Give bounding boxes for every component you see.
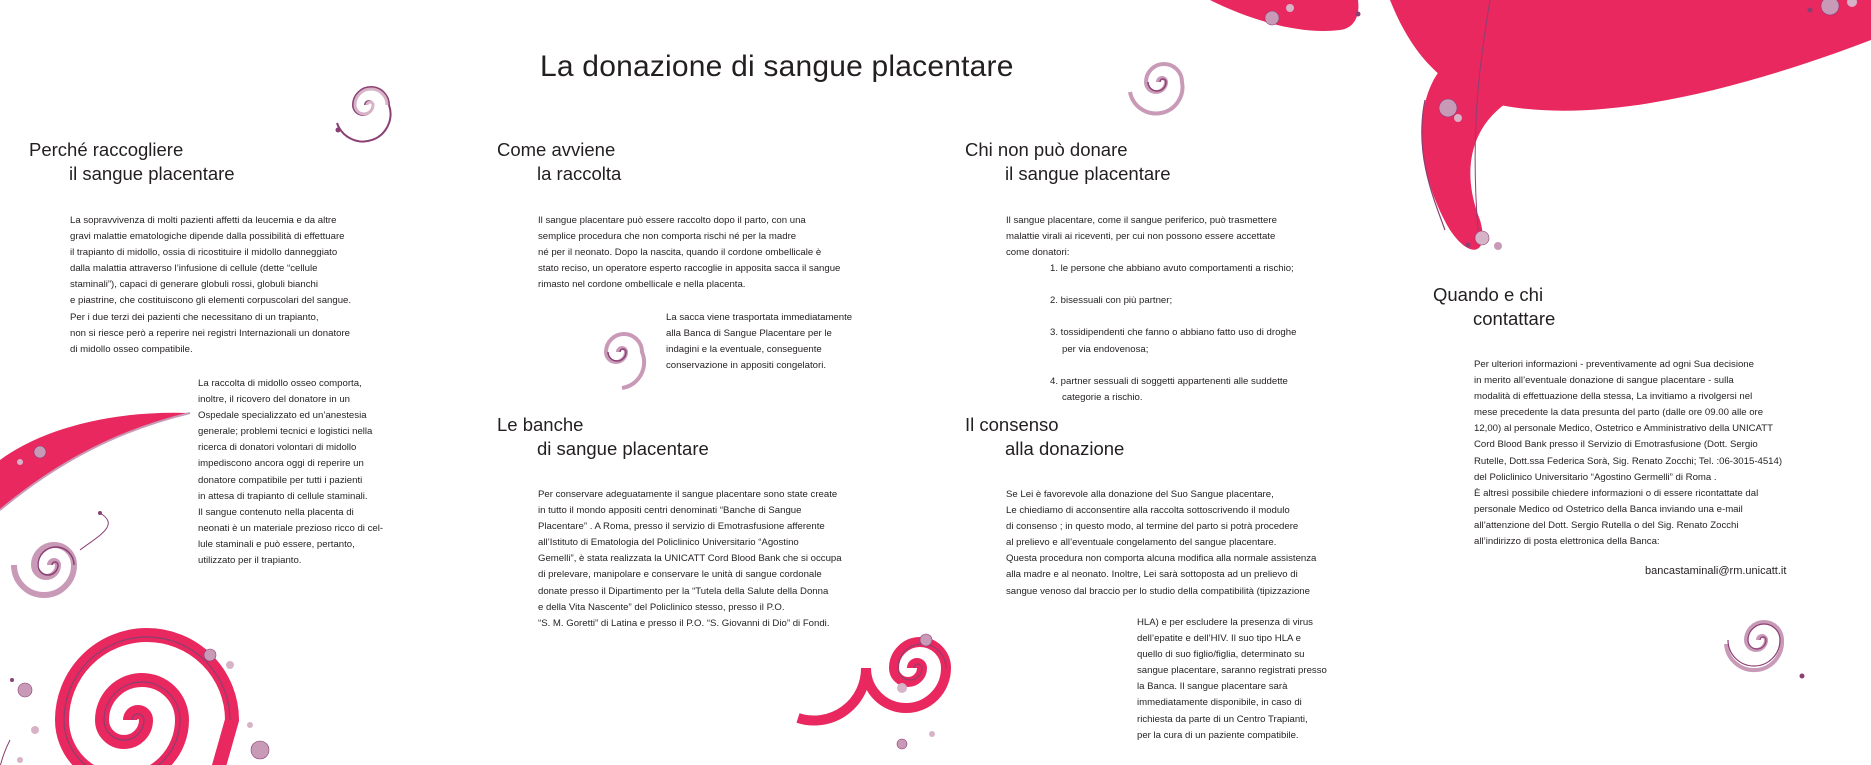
text-line: non si riesce però a reperire nei registri Internazionali un donatore (70, 327, 350, 339)
text-line: generale; problemi tecnici e logistici nella (198, 426, 373, 438)
text-line: Per ulteriori informazioni - preventivamente ad ogni Sua decisione (1474, 359, 1754, 370)
spiral-small-graphic (1130, 64, 1182, 113)
text-line: Questa procedura non comporta alcuna modifica alla normale assistenza (1006, 553, 1317, 565)
text-line: “S. M. Goretti” di Latina e presso il P.O. “S. Giovanni di Dio” di Fondi. (538, 617, 830, 629)
text-line: ricerca di donatori volontari di midollo (198, 442, 357, 454)
text-come-sacca (666, 310, 852, 374)
heading-line: la raccolta (537, 163, 622, 184)
text-line: alla madre e al neonato. Inoltre, Lei sarà sottoposta ad un prelievo di (1006, 569, 1298, 581)
heading-consenso (965, 413, 1124, 461)
text-quando (1474, 357, 1782, 550)
text-line: donate presso il Dipartimento per la “Tutela della Salute della Donna (538, 585, 829, 597)
heading-line: Il consenso (965, 414, 1059, 435)
text-line: come donatori: (1006, 247, 1070, 259)
text-line: È altresì possibile chiedere informazioni o di essere ricontattate dal (1474, 487, 1759, 499)
heading-line: Come avviene (497, 139, 616, 160)
text-line: alla Banca di Sangue Placentare per le (666, 328, 832, 340)
text-banche (538, 487, 842, 632)
text-line: immediatamente disponibile, in caso di (1137, 697, 1302, 709)
text-line: al prelievo e all’eventuale congelamento del sangue placentare. (1006, 537, 1277, 549)
text-line: stato reciso, un operatore esperto raccoglie in apposita sacca il sangue (538, 263, 841, 275)
text-line: né per il neonato. Dopo la nascita, quando il cordone ombellicale è (538, 247, 822, 259)
text-line: sangue placentare, saranno registrati presso (1137, 665, 1327, 677)
text-line: neonati è un materiale prezioso ricco di cel- (198, 522, 384, 534)
text-line: modalità di effettuazione della stessa, La invitiamo a rivolgersi nel (1474, 391, 1753, 403)
top-middle-ribbon-graphic (1210, 0, 1361, 31)
text-line: Il sangue placentare, come il sangue periferico, può trasmettere (1006, 215, 1277, 226)
heading-quando (1433, 283, 1555, 331)
text-line: Il sangue placentare può essere raccolto dopo il parto, con una (538, 215, 806, 226)
top-right-ribbon-graphic (1390, 0, 1871, 250)
heading-line: Quando e chi (1433, 284, 1544, 305)
text-line: e della Vita Nascente” del Policlinico stesso, presso il P.O. (538, 601, 785, 613)
heading-line: di sangue placentare (537, 438, 709, 459)
heading-perche (29, 138, 235, 186)
heading-banche (497, 413, 709, 461)
text-line: La raccolta di midollo osseo comporta, (198, 378, 362, 389)
text-line: rimasto nel cordone ombellicale e nella placenta. (538, 279, 746, 291)
text-line: staminali”), capaci di generare globuli rossi, globuli bianchi (70, 279, 318, 291)
text-line: all’attenzione del Dott. Sergio Rutella o del Sig. Renato Zocchi (1474, 519, 1739, 531)
text-line: 12,00) al personale Medico, Ostetrico e Amministrativo della UNICATT (1474, 423, 1773, 435)
text-line: dell’epatite e dell’HIV. Il suo tipo HLA e (1137, 633, 1301, 645)
list-item: 3. tossidipendenti che fanno o abbiano fatto uso di droghe (1050, 327, 1297, 339)
spiral-small-graphic (1726, 622, 1805, 679)
heading-line: Le banche (497, 414, 584, 435)
spiral-small-graphic (606, 334, 644, 388)
text-line: Per i due terzi dei pazienti che necessitano di un trapianto, (70, 311, 319, 323)
text-line: indagini e la eventuale, conseguente (666, 344, 822, 356)
contact-email-link[interactable]: bancastaminali@rm.unicatt.it (1645, 565, 1787, 577)
text-line: di midollo osseo compatibile. (70, 343, 193, 355)
heading-come (497, 138, 621, 186)
text-line: semplice procedura che non comporta rischi né per la madre (538, 231, 797, 243)
text-line: in attesa di trapianto di cellule staminali. (198, 490, 368, 502)
text-line: richiesta da parte di un Centro Trapianti, (1137, 713, 1308, 725)
text-line: La sopravvivenza di molti pazienti affetti da leucemia e da altre (70, 215, 337, 226)
heading-line: Chi non può donare (965, 139, 1128, 160)
text-line: gravi malattie ematologiche dipende dalla possibilità di effettuare (70, 231, 345, 243)
text-line: Cord Blood Bank presso il Servizio di Emotrasfusione (Dott. Sergio (1474, 439, 1758, 451)
text-line: Ospedale specializzato ed un’anestesia (198, 410, 367, 422)
text-line: del Policlinico Universitario “Agostino Germelli” di Roma . (1474, 471, 1717, 483)
list-item: 4. partner sessuali di soggetti appartenenti alle suddette (1050, 375, 1288, 387)
heading-line: contattare (1473, 308, 1556, 329)
text-line: sangue venoso dal braccio per lo studio della compatibilità (tipizzazione (1006, 585, 1310, 597)
text-line: all’Istituto di Ematologia del Policlinico Universitario “Agostino (538, 537, 799, 549)
heading-line: il sangue placentare (1005, 163, 1171, 184)
text-line: Placentare” . A Roma, presso il servizio di Emotrasfusione afferente (538, 521, 825, 533)
text-line: Il sangue contenuto nella placenta di (198, 506, 354, 518)
text-line: Per conservare adeguatamente il sangue placentare sono state create (538, 489, 838, 500)
text-line: La sacca viene trasportata immediatamente (666, 312, 853, 323)
list-item: 1. le persone che abbiano avuto comportamenti a rischio; (1050, 263, 1294, 275)
text-line: malattie virali ai riceventi, per cui non possono essere accettate (1006, 231, 1276, 243)
text-chi (1006, 213, 1296, 406)
text-line: all’indirizzo di posta elettronica della Banca: (1474, 536, 1660, 548)
text-line: impediscono ancora oggi di reperire un (198, 458, 364, 470)
text-line: di consenso ; in questo modo, al termine del parto si potrà procedere (1006, 521, 1299, 533)
text-line: utilizzato per il trapianto. (198, 555, 302, 567)
text-line: per la cura di un paziente compatibile. (1137, 729, 1299, 741)
text-line: conservazione in appositi congelatori. (666, 360, 826, 372)
list-item: 2. bisessuali con più partner; (1050, 295, 1173, 307)
text-line: HLA) e per escludere la presenza di virus (1137, 617, 1313, 628)
heading-line: alla donazione (1005, 438, 1125, 459)
spiral-medium-graphic (14, 511, 108, 595)
text-line: inoltre, il ricovero del donatore in un (198, 394, 350, 406)
text-consenso (1006, 487, 1316, 600)
page-title: La donazione di sangue placentare (540, 50, 1014, 83)
heading-line: il sangue placentare (69, 163, 235, 184)
text-line: e piastrine, che costituiscono gli elementi corpuscolari del sangue. (70, 295, 352, 307)
list-item-continuation: per via endovenosa; (1062, 343, 1149, 355)
text-line: mese precedente la data presunta del parto (dalle ore 09.00 alle ore (1474, 407, 1764, 419)
text-line: Rutelle, Dott.ssa Federica Sorà, Sig. Renato Zocchi; Tel. :06-3015-4514) (1474, 455, 1783, 467)
text-perche-raccolta (198, 376, 383, 569)
text-line: personale Medico od Ostetrico della Banca inviando una e-mail (1474, 503, 1743, 515)
text-consenso-hla (1137, 615, 1327, 744)
text-line: Le chiediamo di acconsentire alla raccolta sottoscrivendo il modulo (1006, 505, 1290, 517)
text-come (538, 213, 840, 293)
text-perche-intro (70, 213, 351, 358)
spiral-pink-graphic (798, 634, 946, 749)
heading-chi (965, 138, 1171, 186)
text-line: di prelevare, manipolare e conservare le unità di sangue cordonale (538, 569, 822, 581)
text-line: quello di suo figlio/figlia, determinato su (1137, 649, 1305, 661)
text-line: Se Lei è favorevole alla donazione del Suo Sangue placentare, (1006, 489, 1274, 500)
text-line: donatore compatibile per tutti i pazienti (198, 474, 363, 486)
spiral-small-graphic (336, 87, 391, 142)
text-line: il trapianto di midollo, ossia di ricostituire il midollo danneggiato (70, 247, 338, 259)
spiral-large-graphic (0, 635, 269, 765)
left-ribbon-graphic (0, 413, 190, 510)
text-line: Gemelli”, è stata realizzata la UNICATT Cord Blood Bank che si occupa (538, 553, 842, 565)
text-line: la Banca. Il sangue placentare sarà (1137, 681, 1288, 693)
text-line: in tutto il mondo appositi centri denominati “Banche di Sangue (538, 505, 802, 517)
text-line: in merito all’eventuale donazione di sangue placentare - sulla (1474, 375, 1734, 387)
text-line: lule staminali e può essere, pertanto, (198, 538, 355, 550)
heading-line: Perché raccogliere (29, 139, 184, 160)
list-item-continuation: categorie a rischio. (1062, 391, 1143, 403)
text-line: dalla malattia attraverso l’infusione di cellule (dette “cellule (70, 263, 318, 275)
